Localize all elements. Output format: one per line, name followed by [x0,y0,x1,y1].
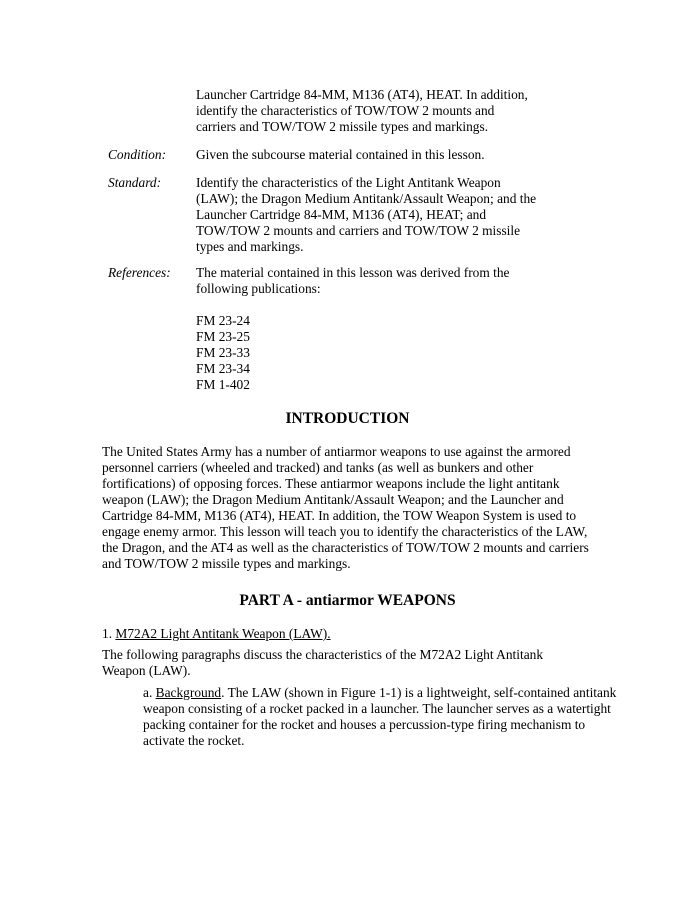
publications-list [196,313,250,393]
section-title-text: M72A2 Light Antitank Weapon (LAW). [115,626,331,641]
objective-continuation-text: Launcher Cartridge 84-MM, M136 (AT4), HEAT. In addition, identify the characteristics of TOW/TOW 2 mounts and carriers and TOW/TOW 2 missile types and markings. [196,87,528,134]
publication-item: FM 23-24 [196,313,250,328]
objective-continuation [196,87,536,135]
references-text: The material contained in this lesson was derived from the following publications: [196,265,510,296]
references-term: References: [108,265,171,280]
publication-item: FM 23-33 [196,345,250,360]
standard-text: Identify the characteristics of the Light Antitank Weapon (LAW); the Dragon Medium Antitank/Assault Weapon; and the Launcher Cartridge 84-MM, M136 (AT4), HEAT; and TOW/TOW 2 mounts and carriers and TOW/TOW 2 missile types and markings. [196,175,537,254]
introduction-text: The United States Army has a number of antiarmor weapons to use against the armored personnel carriers (wheeled and tracked) and tanks (as well as bunkers and other fortifications) of opposing forces. These antiarmor weapons include the light antitank weapon (LAW); the Dragon Medium Antitank/Assault Weapon; and the Launcher and Cartridge 84-MM, M136 (AT4), HEAT. In addition, the TOW Weapon System is used to engage enemy armor. This lesson will teach you to identify the characteristics of the LAW, the Dragon, and the AT4 as well as the characteristics of TOW/TOW 2 mounts and carriers and TOW/TOW 2 missile types and markings. [102,444,589,571]
section-number: 1. [102,626,113,641]
background-body: . The LAW (shown in Figure 1-1) is a lightweight, self-contained antitank weapon consisting of a rocket packed in a launcher. The launcher serves as a watertight packing container for the rocket and houses a percussion-type firing mechanism to activate the rocket. [143,685,617,748]
background-paragraph [143,685,623,749]
publication-item: FM 23-34 [196,361,250,376]
condition-text: Given the subcourse material contained in this lesson. [196,147,485,162]
introduction-paragraph [102,444,602,572]
section-1-title [102,626,331,642]
background-text [143,685,623,749]
condition-term: Condition: [108,147,167,162]
section-intro-text: The following paragraphs discuss the characteristics of the M72A2 Light Antitank Weapon (LAW). [102,647,544,678]
sub-label: a. [143,685,153,700]
background-title: Background [155,685,222,700]
section-1-intro [102,647,572,679]
introduction-heading: INTRODUCTION [285,410,410,427]
publication-item: FM 1-402 [196,377,250,392]
part-a-heading: PART A - antiarmor WEAPONS [239,592,456,609]
standard-term: Standard: [108,175,162,190]
publication-item: FM 23-25 [196,329,250,344]
